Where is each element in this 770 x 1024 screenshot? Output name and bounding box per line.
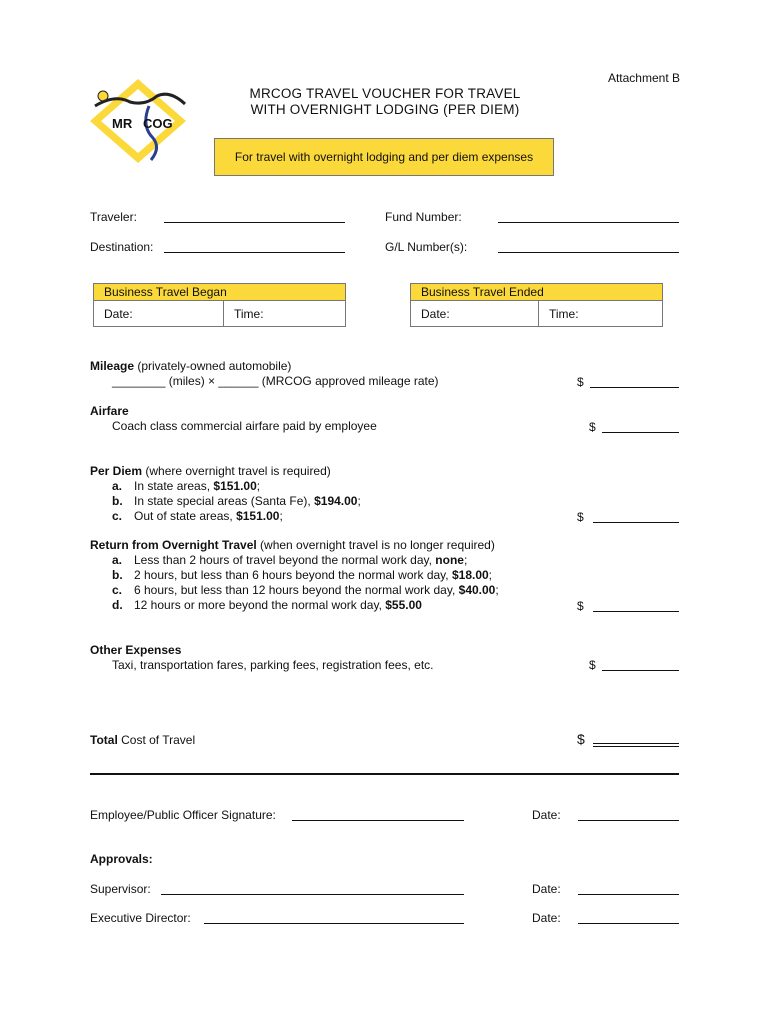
mrcog-logo-icon xyxy=(85,76,195,166)
travel-began-time[interactable]: Time: xyxy=(234,307,264,321)
employee-date-field[interactable] xyxy=(578,820,679,821)
other-title: Other Expenses xyxy=(90,643,182,657)
airfare-amount-field[interactable] xyxy=(602,432,679,433)
travel-began-header: Business Travel Began xyxy=(94,284,345,301)
return-currency: $ xyxy=(577,599,584,613)
title-line-1: MRCOG TRAVEL VOUCHER FOR TRAVEL xyxy=(249,86,521,101)
fund-number-field[interactable] xyxy=(498,222,679,223)
list-item: b. 2 hours, but less than 6 hours beyond the normal work day, $18.00; xyxy=(112,568,493,582)
other-amount-field[interactable] xyxy=(602,670,679,671)
per-diem-title: Per Diem xyxy=(90,464,143,478)
return-title: Return from Overnight Travel xyxy=(90,538,257,552)
other-desc: Taxi, transportation fares, parking fees, registration fees, etc. xyxy=(112,658,434,672)
list-item: d. 12 hours or more beyond the normal work day, $55.00 xyxy=(112,598,422,612)
page-title xyxy=(200,86,570,118)
return-amount-field[interactable] xyxy=(593,611,679,612)
other-section xyxy=(90,643,434,673)
travel-ended-header: Business Travel Ended xyxy=(411,284,662,301)
supervisor-date-label: Date: xyxy=(532,882,561,896)
supervisor-label: Supervisor: xyxy=(90,882,151,896)
total-amount-field[interactable] xyxy=(593,743,679,744)
other-currency: $ xyxy=(589,658,596,672)
fund-number-label: Fund Number: xyxy=(385,210,462,224)
info-banner xyxy=(214,138,554,176)
list-item: a. Less than 2 hours of travel beyond the normal work day, none; xyxy=(112,553,468,567)
total-currency: $ xyxy=(577,731,585,747)
airfare-section xyxy=(90,404,377,434)
total-section xyxy=(90,733,195,748)
return-section xyxy=(90,538,499,613)
mileage-section xyxy=(90,359,439,389)
airfare-title: Airfare xyxy=(90,404,129,418)
return-subtitle: (when overnight travel is no longer required) xyxy=(256,538,495,552)
list-item: b. In state special areas (Santa Fe), $194.00; xyxy=(112,494,361,508)
executive-date-field[interactable] xyxy=(578,923,679,924)
approvals-heading: Approvals: xyxy=(90,852,153,866)
travel-began-date[interactable]: Date: xyxy=(94,301,224,327)
travel-ended-box xyxy=(410,283,663,327)
mileage-amount-field[interactable] xyxy=(590,387,679,388)
per-diem-section xyxy=(90,464,361,524)
supervisor-signature-field[interactable] xyxy=(161,894,464,895)
title-line-2: WITH OVERNIGHT LODGING (PER DIEM) xyxy=(250,102,520,117)
per-diem-currency: $ xyxy=(577,510,584,524)
banner-text: For travel with overnight lodging and per diem expenses xyxy=(234,150,534,164)
executive-date-label: Date: xyxy=(532,911,561,925)
mileage-formula: ________ (miles) × ______ (MRCOG approved mileage rate) xyxy=(112,374,439,388)
executive-signature-field[interactable] xyxy=(204,923,464,924)
travel-began-box xyxy=(93,283,346,327)
list-item: a. In state areas, $151.00; xyxy=(112,479,261,493)
logo-text-right: COG xyxy=(143,116,173,131)
travel-ended-date[interactable]: Date: xyxy=(411,301,539,327)
employee-signature-field[interactable] xyxy=(292,820,464,821)
per-diem-subtitle: (where overnight travel is required) xyxy=(142,464,331,478)
airfare-desc: Coach class commercial airfare paid by employee xyxy=(112,419,377,433)
supervisor-date-field[interactable] xyxy=(578,894,679,895)
mileage-subtitle: (privately-owned automobile) xyxy=(134,359,292,373)
logo-text-left: MR xyxy=(112,116,133,131)
employee-signature-label: Employee/Public Officer Signature: xyxy=(90,808,276,822)
executive-label: Executive Director: xyxy=(90,911,191,925)
employee-date-label: Date: xyxy=(532,808,561,822)
list-item: c. Out of state areas, $151.00; xyxy=(112,509,283,523)
gl-number-label: G/L Number(s): xyxy=(385,240,468,254)
mileage-title: Mileage xyxy=(90,359,135,373)
total-double-underline xyxy=(593,746,679,747)
mrcog-logo xyxy=(85,76,195,166)
travel-ended-time[interactable]: Time: xyxy=(549,307,579,321)
gl-number-field[interactable] xyxy=(498,252,679,253)
mileage-currency: $ xyxy=(577,375,584,389)
per-diem-amount-field[interactable] xyxy=(593,522,679,523)
section-divider xyxy=(90,773,679,775)
traveler-label: Traveler: xyxy=(90,210,137,224)
list-item: c. 6 hours, but less than 12 hours beyond the normal work day, $40.00; xyxy=(112,583,499,597)
destination-field[interactable] xyxy=(164,252,345,253)
total-title: Total xyxy=(90,733,118,747)
airfare-currency: $ xyxy=(589,420,596,434)
total-rest: Cost of Travel xyxy=(117,733,196,747)
traveler-field[interactable] xyxy=(164,222,345,223)
destination-label: Destination: xyxy=(90,240,154,254)
attachment-label: Attachment B xyxy=(607,71,680,85)
